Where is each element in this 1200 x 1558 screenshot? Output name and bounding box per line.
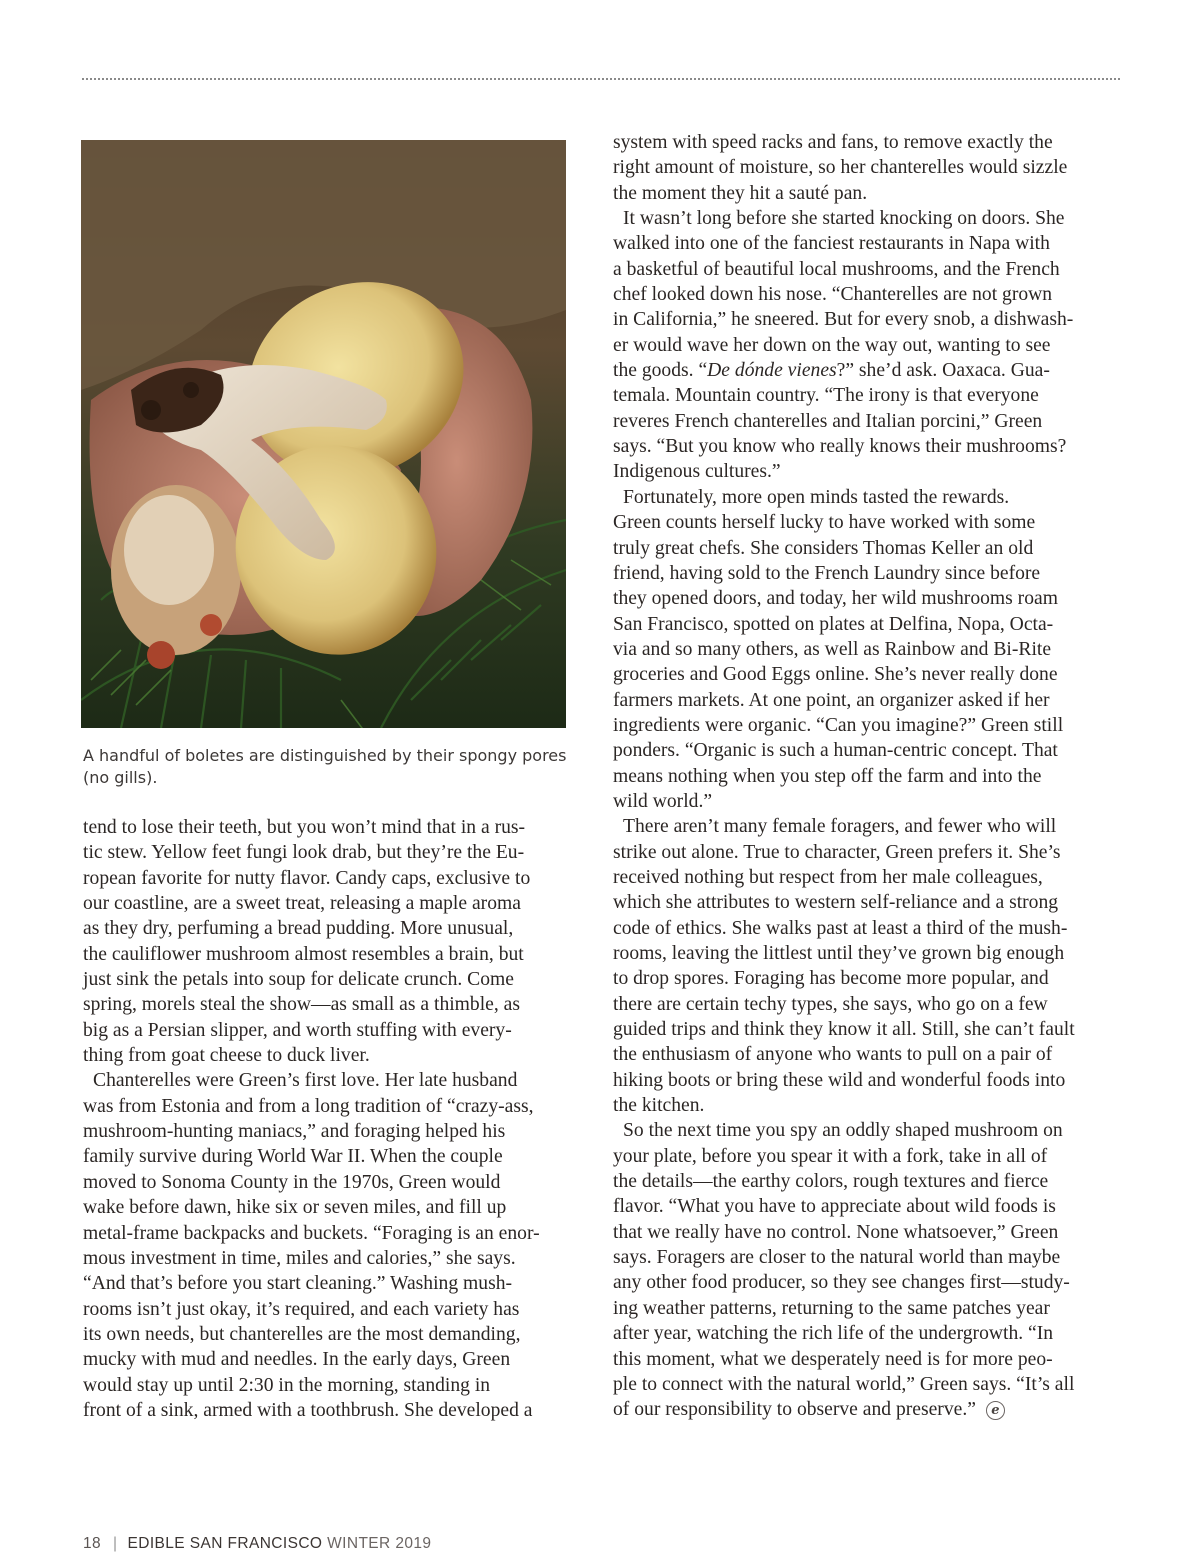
footer-separator: | (113, 1535, 118, 1552)
text-line: moved to Sonoma County in the 1970s, Green would (83, 1171, 501, 1193)
text-span: of our responsibility to observe and preserve.” (613, 1399, 976, 1421)
italic-phrase: De dónde vienes (707, 360, 837, 382)
text-line: the moment they hit a sauté pan. (613, 182, 868, 204)
text-line: big as a Persian slipper, and worth stuffing with every- (83, 1019, 512, 1041)
text-line: strike out alone. True to character, Green prefers it. She’s (613, 841, 1061, 863)
text-line: the enthusiasm of anyone who wants to pull on a pair of (613, 1044, 1053, 1066)
text-line: tic stew. Yellow feet fungi look drab, but they’re the Eu- (83, 842, 525, 864)
text-line: So the next time you spy an oddly shaped mushroom on (623, 1120, 1063, 1142)
text-line: says. Foragers are closer to the natural world than maybe (613, 1247, 1061, 1269)
text-line: walked into one of the fanciest restaurants in Napa with (613, 233, 1050, 255)
text-line: rooms isn’t just okay, it’s required, and each variety has (83, 1298, 520, 1320)
text-line: mushroom-hunting maniacs,” and foraging helped his (83, 1121, 506, 1143)
text-line: Chanterelles were Green’s first love. Her late husband (93, 1070, 518, 1092)
text-line: ing weather patterns, returning to the same patches year (613, 1297, 1050, 1319)
text-line: It wasn’t long before she started knocking on doors. She (623, 208, 1065, 230)
text-line: “And that’s before you start cleaning.” Washing mush- (83, 1273, 513, 1295)
text-line (613, 1397, 1133, 1422)
text-line: means nothing when you step off the farm and into the (613, 765, 1042, 787)
photo-caption: A handful of boletes are distinguished by their spongy pores (no gills). (83, 746, 567, 787)
text-line: er would wave her down on the way out, wanting to see (613, 334, 1051, 356)
text-line: farmers markets. At one point, an organizer asked if her (613, 689, 1050, 711)
text-line: any other food producer, so they see changes first—study- (613, 1272, 1070, 1294)
text-line: the details—the earthy colors, rough textures and fierce (613, 1171, 1049, 1193)
text-line: ingredients were organic. “Can you imagine?” Green still (613, 714, 1064, 736)
text-line: right amount of moisture, so her chanterelles would sizzle (613, 157, 1068, 179)
text-line: via and so many others, as well as Rainbow and Bi-Rite (613, 638, 1052, 660)
text-line: front of a sink, armed with a toothbrush. She developed a (83, 1399, 533, 1421)
text-line: code of ethics. She walks past at least a third of the mush- (613, 917, 1068, 939)
text-line (613, 358, 1133, 383)
text-line: Fortunately, more open minds tasted the rewards. (623, 486, 1010, 508)
text-line: hiking boots or bring these wild and wonderful foods into (613, 1069, 1066, 1091)
text-line: ropean favorite for nutty flavor. Candy caps, exclusive to (83, 867, 531, 889)
text-line: ple to connect with the natural world,” Green says. “It’s all (613, 1373, 1075, 1395)
text-line: just sink the petals into soup for delicate crunch. Come (83, 969, 514, 991)
text-line: says. “But you know who really knows their mushrooms? (613, 436, 1067, 458)
text-line: Green counts herself lucky to have worked with some (613, 512, 1036, 534)
text-line: chef looked down his nose. “Chanterelles are not grown (613, 284, 1053, 306)
text-line: truly great chefs. She considers Thomas Keller an old (613, 537, 1034, 559)
bolete-mushrooms-photo (81, 140, 566, 728)
text-line: wild world.” (613, 790, 713, 812)
text-line: system with speed racks and fans, to remove exactly the (613, 132, 1053, 153)
text-span: ?” she’d ask. Oaxaca. Gua- (836, 360, 1050, 382)
text-line: mucky with mud and needles. In the early days, Green (83, 1349, 511, 1371)
text-line: flavor. “What you have to appreciate about wild foods is (613, 1196, 1056, 1218)
text-line: Indigenous cultures.” (613, 461, 781, 483)
page-footer (83, 1535, 431, 1553)
header-dotted-rule (82, 78, 1120, 80)
text-line: tend to lose their teeth, but you won’t mind that in a rus- (83, 817, 526, 838)
text-line: the cauliflower mushroom almost resembles a brain, but (83, 943, 524, 965)
text-line: that we really have no control. None whatsoever,” Green (613, 1221, 1059, 1243)
text-line: to drop spores. Foraging has become more popular, and (613, 968, 1049, 990)
text-line: our coastline, are a sweet treat, releasing a maple aroma (83, 893, 521, 915)
text-line: guided trips and think they know it all. Still, she can’t fault (613, 1019, 1075, 1041)
text-line: its own needs, but chanterelles are the most demanding, (83, 1323, 521, 1345)
text-line: after year, watching the rich life of the undergrowth. “In (613, 1323, 1054, 1345)
text-line: your plate, before you spear it with a fork, take in all of (613, 1145, 1048, 1167)
text-line: ponders. “Organic is such a human-centric concept. That (613, 740, 1058, 762)
text-line: metal-frame backpacks and buckets. “Foraging is an enor- (83, 1222, 540, 1244)
text-line: reveres French chanterelles and Italian porcini,” Green (613, 410, 1043, 432)
text-line: There aren’t many female foragers, and fewer who will (623, 816, 1057, 838)
text-line: San Francisco, spotted on plates at Delfina, Nopa, Octa- (613, 613, 1054, 635)
text-line: mous investment in time, miles and calories,” she says. (83, 1247, 516, 1269)
text-line: friend, having sold to the French Laundry since before (613, 562, 1041, 584)
text-line: rooms, leaving the littlest until they’ve grown big enough (613, 943, 1065, 964)
text-line: spring, morels steal the show—as small as a thimble, as (83, 994, 520, 1016)
text-line: thing from goat cheese to duck liver. (83, 1045, 370, 1067)
text-line: which she attributes to western self-reliance and a strong (613, 892, 1059, 914)
text-line: temala. Mountain country. “The irony is that everyone (613, 385, 1039, 407)
text-line: as they dry, perfuming a bread pudding. More unusual, (83, 918, 514, 940)
text-line: the kitchen. (613, 1095, 705, 1117)
text-line: wake before dawn, hike six or seven miles, and fill up (83, 1197, 507, 1219)
article-column-right (613, 130, 1133, 1423)
issue-date: WINTER 2019 (327, 1535, 432, 1552)
text-line: they opened doors, and today, her wild mushrooms roam (613, 588, 1058, 610)
magazine-name: EDIBLE SAN FRANCISCO (127, 1535, 323, 1552)
page-number: 18 (83, 1535, 102, 1552)
text-line: there are certain techy types, she says, who go on a few (613, 993, 1048, 1015)
text-line: groceries and Good Eggs online. She’s never really done (613, 664, 1058, 686)
end-mark-icon: e (986, 1401, 1005, 1420)
text-line: received nothing but respect from her male colleagues, (613, 866, 1043, 888)
text-line: would stay up until 2:30 in the morning, standing in (83, 1374, 491, 1396)
article-column-left (83, 815, 593, 1423)
text-line: was from Estonia and from a long tradition of “crazy-ass, (83, 1095, 534, 1117)
text-line: a basketful of beautiful local mushrooms, and the French (613, 258, 1060, 280)
text-line: this moment, what we desperately need is for more peo- (613, 1348, 1053, 1370)
text-line: in California,” he sneered. But for every snob, a dishwash- (613, 309, 1074, 331)
text-span: the goods. “ (613, 360, 708, 382)
text-line: family survive during World War II. When the couple (83, 1146, 503, 1168)
